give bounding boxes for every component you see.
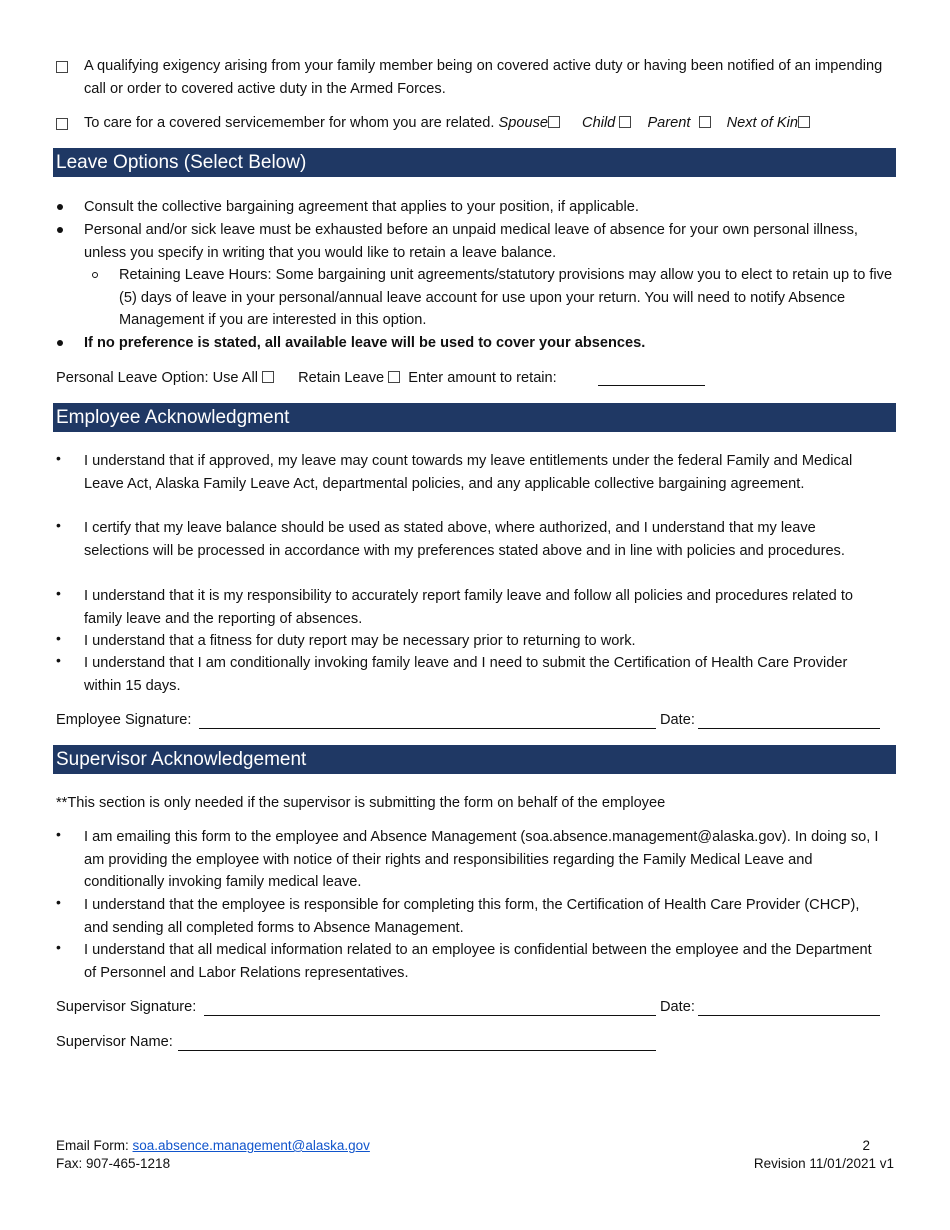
bullet-icon — [57, 340, 63, 346]
bullet-icon: • — [56, 826, 61, 842]
supervisor-ack-heading: Supervisor Acknowledgement — [53, 745, 896, 774]
relation-next-of-kin-checkbox[interactable] — [798, 116, 810, 128]
supervisor-date-field[interactable] — [698, 1015, 880, 1016]
servicemember-row — [84, 112, 810, 135]
bullet-icon: • — [56, 630, 61, 646]
relation-spouse-checkbox[interactable] — [548, 116, 560, 128]
leave-option-row — [56, 367, 557, 390]
employee-signature-field[interactable] — [199, 728, 656, 729]
no-preference-text: If no preference is stated, all available leave will be used to cover your absences. — [84, 335, 646, 351]
supervisor-note: **This section is only needed if the supervisor is submitting the form on behalf of the employee — [56, 795, 666, 811]
amount-label: Enter amount to retain: — [408, 370, 557, 386]
employee-ack-bullet-5: I understand that I am conditionally invoking family leave and I need to submit the Certification of Health Care Provider within 15 days. — [84, 655, 848, 694]
relation-child-label: Child — [582, 115, 616, 131]
servicemember-text: To care for a covered servicemember for whom you are related. — [84, 115, 495, 131]
leave-options-heading: Leave Options (Select Below) — [53, 148, 896, 177]
supervisor-date-label: Date: — [660, 999, 695, 1015]
bullet-icon — [57, 204, 63, 210]
servicemember-checkbox[interactable] — [56, 118, 68, 130]
employee-ack-bullet-1: I understand that if approved, my leave may count towards my leave entitlements under the federal Family and Medical Leave Act, Alaska Family Leave Act, departmental policies, and any applicable collective bargaining agreement. — [84, 453, 853, 492]
employee-ack-bullet-3: I understand that it is my responsibility to accurately report family leave and follow all policies and procedures related to family leave and the reporting of absences. — [84, 588, 853, 627]
supervisor-signature-label: Supervisor Signature: — [56, 999, 197, 1015]
revision: Revision 11/01/2021 v1 — [753, 1156, 894, 1171]
bullet-icon: • — [56, 450, 61, 466]
footer-fax: Fax: 907-465-1218 — [56, 1156, 171, 1171]
retain-leave-checkbox[interactable] — [388, 371, 400, 383]
footer-email-row — [56, 1137, 370, 1155]
use-all-checkbox[interactable] — [262, 371, 274, 383]
exigency-checkbox[interactable] — [56, 61, 68, 73]
employee-date-field[interactable] — [698, 728, 880, 729]
amount-field[interactable] — [598, 385, 705, 386]
bullet-icon: • — [56, 517, 61, 533]
supervisor-name-label: Supervisor Name: — [56, 1034, 173, 1050]
employee-date-label: Date: — [660, 712, 695, 728]
relation-spouse-label: Spouse — [498, 115, 548, 131]
supervisor-ack-bullet-1: I am emailing this form to the employee and Absence Management (soa.absence.management@alaska.gov). In doing so, I am providing the employee with notice of their rights and responsibilities regarding the Family Medical Leave and conditionally invoking family medical leave. — [84, 829, 879, 890]
footer-email-link[interactable]: soa.absence.management@alaska.gov — [132, 1138, 370, 1153]
relation-child-checkbox[interactable] — [619, 116, 631, 128]
relation-parent-checkbox[interactable] — [699, 116, 711, 128]
relation-next-of-kin-label: Next of Kin — [726, 115, 798, 131]
bullet-icon: • — [56, 939, 61, 955]
supervisor-ack-bullet-2: I understand that the employee is responsible for completing this form, the Certification of Health Care Provider (CHCP), and sending all completed forms to Absence Management. — [84, 897, 860, 936]
leave-bullet-2: Personal and/or sick leave must be exhausted before an unpaid medical leave of absence for your own personal illness, unless you specify in writing that you would like to retain a leave balance. — [84, 222, 858, 261]
employee-ack-bullet-4: I understand that a fitness for duty report may be necessary prior to returning to work. — [84, 633, 636, 649]
relation-parent-label: Parent — [647, 115, 691, 131]
bullet-icon: • — [56, 585, 61, 601]
supervisor-name-field[interactable] — [178, 1050, 656, 1051]
page-number: 2 — [862, 1138, 870, 1153]
bullet-icon — [57, 227, 63, 233]
supervisor-ack-bullet-3: I understand that all medical information related to an employee is confidential between the employee and the Department of Personnel and Labor Relations representatives. — [84, 942, 872, 981]
sub-bullet-icon — [92, 272, 98, 278]
use-all-label: Personal Leave Option: Use All — [56, 370, 258, 386]
retain-leave-label: Retain Leave — [298, 370, 385, 386]
footer-email-label: Email Form: — [56, 1138, 129, 1153]
supervisor-signature-field[interactable] — [204, 1015, 656, 1016]
retaining-leave-text: Retaining Leave Hours: Some bargaining unit agreements/statutory provisions may allow you to elect to retain up to five (5) days of leave in your personal/annual leave account for use upon your return. You will need to notify Absence Management if you are interested in this option. — [119, 267, 893, 328]
bullet-icon: • — [56, 894, 61, 910]
bullet-icon: • — [56, 652, 61, 668]
employee-ack-bullet-2: I certify that my leave balance should be used as stated above, where authorized, and I understand that my leave selections will be processed in accordance with my preferences stated above and in line with policies and procedures. — [84, 520, 845, 559]
exigency-text: A qualifying exigency arising from your family member being on covered active duty or having been notified of an impending call or order to covered active duty in the Armed Forces. — [84, 58, 883, 97]
leave-bullet-1: Consult the collective bargaining agreement that applies to your position, if applicable. — [84, 199, 639, 215]
employee-signature-label: Employee Signature: — [56, 712, 192, 728]
employee-ack-heading: Employee Acknowledgment — [53, 403, 896, 432]
